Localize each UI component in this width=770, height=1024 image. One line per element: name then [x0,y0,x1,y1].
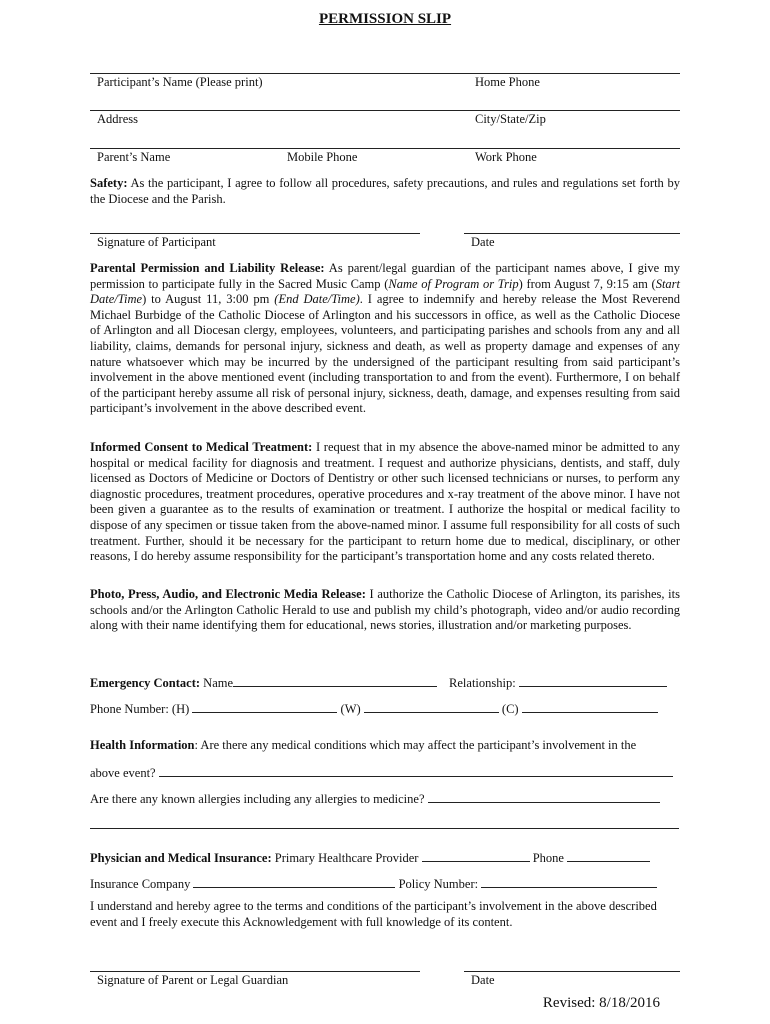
allergies-label: Are there any known allergies including any allergies to medicine? [90,792,428,806]
media-text: I authorize the Catholic Diocese of Arlington, its parishes, its schools and/or the Arlington Catholic Herald to use and publish my child’s photograph, video and/or audio recording along with their name identifying them for educational, news stories, illustration and/or marketing purposes. [90,587,680,633]
provider-label: Primary Healthcare Provider [271,851,422,865]
address-line[interactable] [90,110,680,111]
insurance-label: Insurance Company [90,877,194,891]
participant-signature-label: Signature of Participant [97,235,216,249]
medical-consent-paragraph [90,440,680,565]
address-label: Address [97,112,138,126]
work-phone-label: Work Phone [475,150,537,164]
release-text-1: As parent/legal guardian of the participant names above, I give my permission to participate fully in the Sacred Music Camp ( [90,261,680,291]
health-question-1 [90,738,636,753]
release-text-2: ) from August 7, 9:15 am ( [518,276,656,291]
acknowledgement-paragraph: I understand and hereby agree to the terms and conditions of the participant’s involvement in the above described event and I freely execute this Acknowledgement with full knowledge of its content. [90,899,657,929]
city-state-zip-label: City/State/Zip [475,112,546,126]
physician-phone-label: Phone [529,851,568,865]
mobile-phone-label: Mobile Phone [287,150,358,164]
emergency-heading: Emergency Contact: [90,676,201,690]
health-question-2 [90,790,660,807]
participant-name-label: Participant’s Name (Please print) [97,75,263,89]
parent-date-label: Date [471,973,495,987]
release-text-4: . I agree to indemnify and hereby release the Most Reverend Michael Burbidge of the Catholic Diocese of Arlington and his successors in office, as well as the Catholic Diocese of Arlington and all Diocesan clergy, employees, volunteers, and participating parishes and schools from any and all liability, claims, demands for personal injury, sickness and death, as well as property damage and expenses of any nature whatsoever which may be incurred by the undersigned of the participant resulting from said participant’s involvement in the above mentioned event (including transportation to and from the event). Furthermore, I on behalf of the participant hereby assume all risk of personal injury, sickness, death, damage, and expenses resulting from said participant’s involvement in the above described event. [90,292,680,416]
parents-name-label: Parent’s Name [97,150,171,164]
parent-name-line[interactable] [90,148,680,149]
parent-signature-label: Signature of Parent or Legal Guardian [97,973,289,987]
phone-cell-field[interactable] [522,700,658,713]
health-question-1-cont [90,764,673,781]
emergency-name-field[interactable] [233,674,437,687]
relationship-label: Relationship: [449,676,519,690]
safety-text: As the participant, I agree to follow all procedures, safety precautions, and rules and regulations set forth by the Diocese and the Parish. [90,176,680,206]
insurance-field[interactable] [193,875,395,888]
participant-signature-line[interactable] [90,233,420,234]
medical-conditions-field[interactable] [159,764,673,777]
phone-work-label: (W) [337,702,364,716]
allergies-extra-line[interactable] [90,828,679,829]
physician-phone-field[interactable] [567,849,650,862]
phone-work-field[interactable] [364,700,499,713]
phone-cell-label: (C) [498,702,522,716]
start-date-italic: Start Date/Time [90,276,681,307]
parent-signature-line[interactable] [90,971,420,972]
emergency-contact-row [90,674,667,691]
media-heading: Photo, Press, Audio, and Electronic Media Release: [90,587,366,601]
end-date-italic: (End Date/Time) [274,292,360,307]
safety-paragraph [90,176,680,207]
insurance-row [90,875,657,892]
participant-name-line[interactable] [90,73,680,74]
physician-row [90,849,650,866]
physician-heading: Physician and Medical Insurance: [90,851,272,865]
phone-home-label: Phone Number: (H) [90,702,193,716]
consent-text: I request that in my absence the above-named minor be admitted to any hospital or medical facility for diagnosis and treatment. I request and authorize physicians, dentists, and staff, duly licensed as Doctors of Medicine or Doctors of Dentistry or other such licensed technicians or nurses, to perform any diagnostic procedures, treatment procedures, operative procedures and x-ray treatment of the above minor. I have not been given a guarantee as to the results of examination or treatment. I authorize the hospital or medical facility to dispose of any specimen or tissue taken from the above-named minor. I assume full responsibility for all costs of such treatment. Further, should it be necessary for the participant to return home due to medical, disciplinary, or other reasons, I do hereby assume responsibility for the participant’s transportation home and any costs related thereto. [90,440,680,564]
home-phone-label: Home Phone [475,75,540,89]
safety-heading: Safety: [90,176,128,190]
phone-home-field[interactable] [192,700,337,713]
allergies-field[interactable] [428,790,660,803]
program-name-italic: Name of Program or Trip [388,276,519,291]
health-q1b-text: above event? [90,766,159,780]
release-text-3: ) to August 11, 3:00 pm [142,292,275,307]
participant-date-line[interactable] [464,233,680,234]
policy-label: Policy Number: [395,877,482,891]
participant-date-label: Date [471,235,495,249]
policy-field[interactable] [481,875,657,888]
release-heading: Parental Permission and Liability Release: [90,261,325,275]
emergency-name-label: Name [200,676,234,690]
media-release-paragraph [90,587,680,634]
consent-heading: Informed Consent to Medical Treatment: [90,440,313,454]
relationship-field[interactable] [519,674,667,687]
page-title: PERMISSION SLIP [318,11,452,27]
parent-date-line[interactable] [464,971,680,972]
revised-date: Revised: 8/18/2016 [542,995,660,1011]
provider-field[interactable] [422,849,530,862]
emergency-phone-row [90,700,658,717]
liability-release-paragraph [90,261,680,417]
health-q1-text: : Are there any medical conditions which may affect the participant’s involvement in the [194,738,637,752]
health-heading: Health Information [90,738,195,752]
